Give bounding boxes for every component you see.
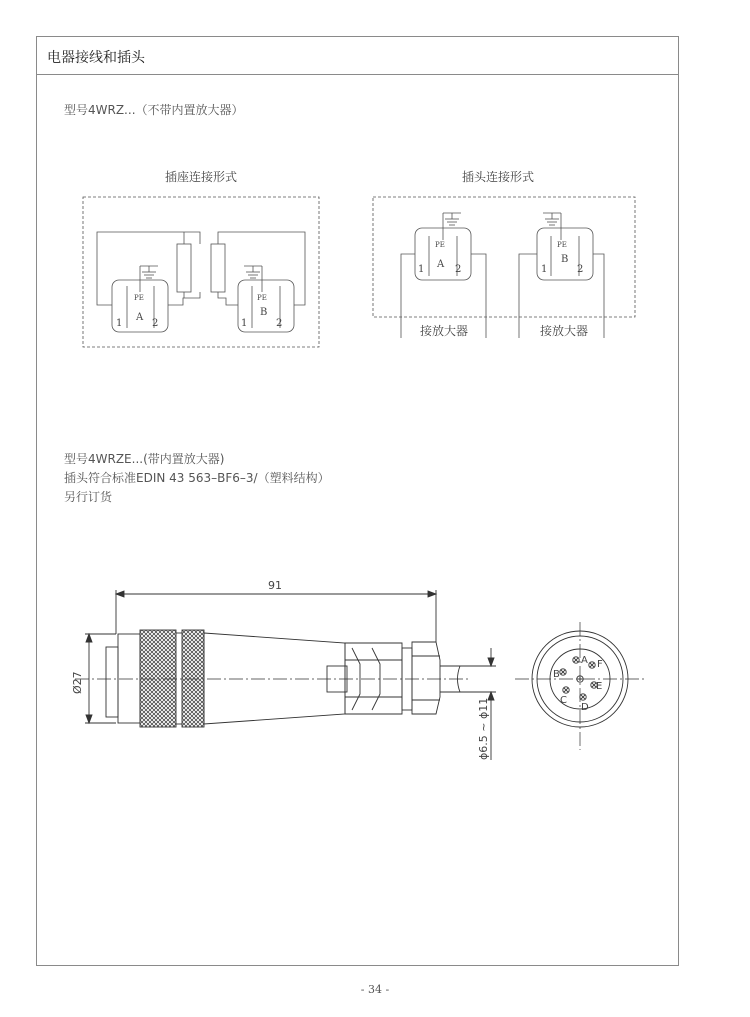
pin-2-label: 2 — [276, 318, 283, 329]
pin-1-label: 1 — [541, 264, 548, 275]
pin-pe-label: PE — [435, 241, 445, 249]
pin-letter-b: B — [553, 669, 560, 680]
pin-pe-label: PE — [134, 294, 144, 302]
pin-a-label: A — [437, 259, 445, 270]
plug-front-collar — [118, 634, 140, 723]
pin-1-label: 1 — [241, 318, 248, 329]
model1-title: 型号4WRZ...（不带内置放大器） — [64, 103, 244, 117]
pin-letter-e: E — [596, 681, 603, 692]
pin-a-label: A — [136, 312, 144, 323]
page-number: - 34 - — [360, 983, 390, 996]
plug-standard: 插头符合标准EDIN 43 563–BF6–3/（塑料结构） — [64, 471, 330, 485]
plug-side-view — [75, 590, 496, 760]
pin-2-label: 2 — [577, 264, 584, 275]
pin-2-label: 2 — [455, 264, 462, 275]
amplifier-label-right: 接放大器 — [540, 324, 589, 338]
knurled-ring-1 — [140, 630, 176, 727]
pin-1-label: 1 — [418, 264, 425, 275]
pin-letter-c: C — [560, 695, 567, 706]
plug-caption: 插头连接形式 — [462, 170, 535, 184]
diameter-label: Ø27 — [71, 671, 84, 694]
pin-letter-d: D — [581, 702, 589, 713]
pin-b-label: B — [260, 307, 268, 318]
amplifier-label-left: 接放大器 — [420, 324, 469, 338]
pin-pe-label: PE — [557, 241, 567, 249]
plug-connection-diagram — [373, 197, 635, 338]
pin-b-label: B — [561, 254, 569, 265]
model2-title: 型号4WRZE...(带内置放大器) — [64, 452, 225, 466]
socket-caption: 插座连接形式 — [165, 170, 238, 184]
length-label: 91 — [268, 579, 282, 592]
plug-tapered-body — [204, 633, 345, 724]
cable-range-label: ϕ6.5 ~ ϕ11 — [477, 697, 490, 760]
plug-strain-relief — [345, 643, 402, 714]
gland-nut-body — [412, 642, 440, 714]
pin-2-label: 2 — [152, 318, 159, 329]
socket-pin-labels — [116, 294, 282, 329]
order-note: 另行订货 — [64, 490, 113, 504]
resistor-left — [177, 244, 191, 292]
plug-dashed-boundary — [373, 197, 635, 317]
side-view-labels — [71, 579, 490, 760]
resistor-right — [211, 244, 225, 292]
plug-end-view — [515, 622, 645, 750]
pin-1-label: 1 — [116, 318, 123, 329]
pin-letter-a: A — [581, 655, 588, 666]
pin-letter-f: F — [597, 659, 603, 670]
plug-pin-labels — [418, 241, 588, 338]
knurled-ring-2 — [182, 630, 204, 727]
pin-pe-label: PE — [257, 294, 267, 302]
plug-front-stub — [106, 647, 118, 717]
section-title: 电器接线和插头 — [47, 50, 145, 66]
